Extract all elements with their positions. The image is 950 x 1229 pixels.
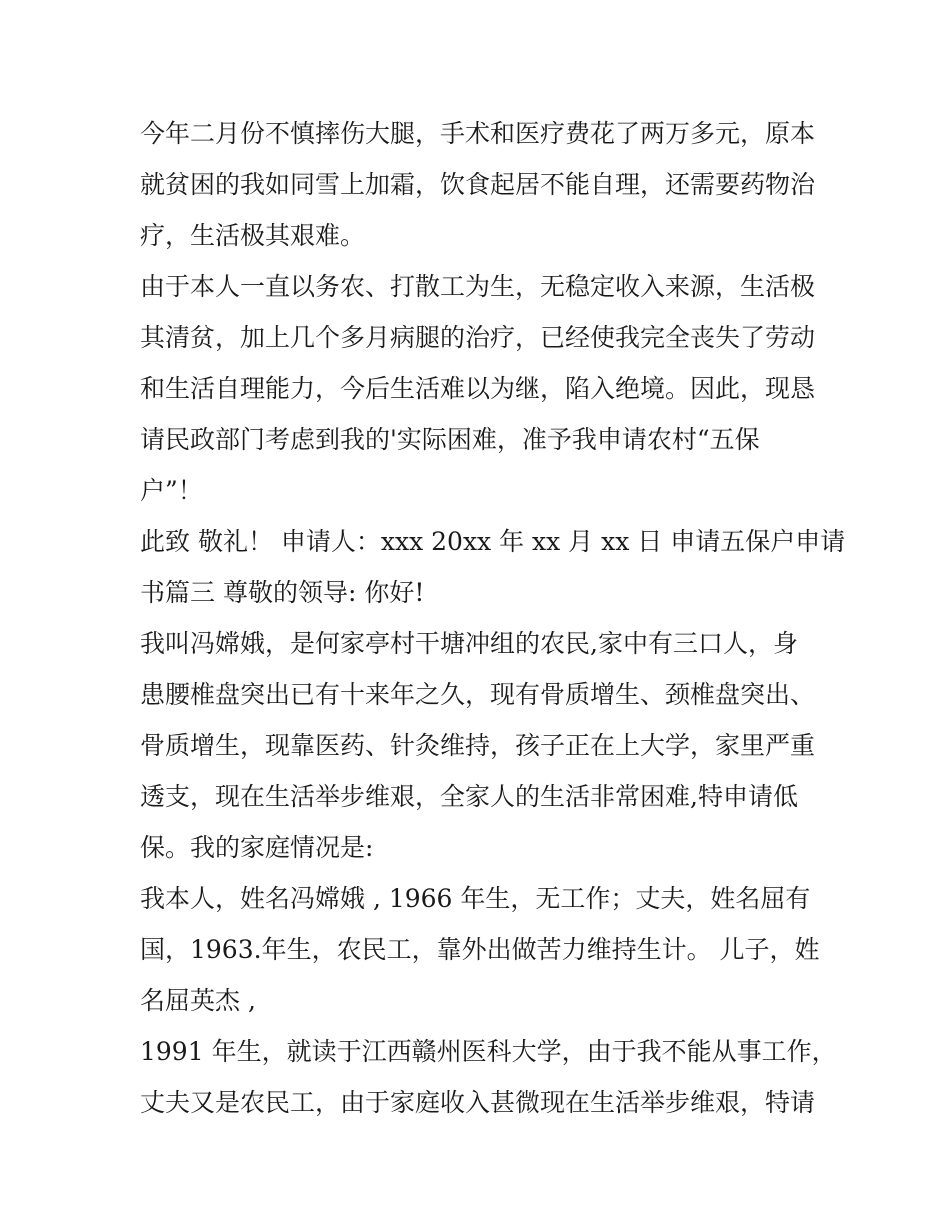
text-line: 就贫困的我如同雪上加霜，饮食起居不能自理，还需要药物治 [140,170,816,199]
text-line: 书篇三 尊敬的领导: 你好! [140,578,425,607]
text-line: 名屈英杰 , [140,986,256,1015]
text-line: 患腰椎盘突出已有十来年之久，现有骨质增生、颈椎盘突出、 [140,680,816,709]
document-body [140,108,846,1128]
text-line: 此致 敬礼！ 申请人：xxx 20xx 年 xx 月 xx 日 申请五保户申请 [140,527,846,556]
text-line: 我叫冯嫦娥，是何家亭村干塘冲组的农民,家中有三口人，身 [140,629,798,658]
text-line: 骨质增生，现靠医药、针灸维持，孩子正在上大学，家里严重 [140,731,816,760]
text-line: 透支，现在生活举步维艰，全家人的生活非常困难,特申请低 [140,782,798,811]
text-line: 其清贫，加上几个多月病腿的治疗，已经使我完全丧失了劳动 [140,323,816,352]
text-line: 国，1963.年生，农民工，靠外出做苦力维持生计。 儿子，姓 [140,935,820,964]
text-line: 丈夫又是农民工，由于家庭收入甚微现在生活举步维艰，特请 [140,1088,816,1117]
text-line: 请民政部门考虑到我的'实际困难，准予我申请农村“五保 [140,425,760,454]
text-line: 户”！ [140,476,203,505]
text-line: 由于本人一直以务农、打散工为生，无稳定收入来源，生活极 [140,272,816,301]
text-line: 1991 年生，就读于江西赣州医科大学，由于我不能从事工作， [140,1037,837,1066]
text-line: 和生活自理能力，今后生活难以为继，陷入绝境。因此，现恳 [140,374,816,403]
text-line: 疗，生活极其艰难。 [140,221,366,250]
text-line: 我本人，姓名冯嫦娥 , 1966 年生，无工作；丈夫，姓名屈有 [140,884,811,913]
text-line: 今年二月份不慎摔伤大腿，手术和医疗费花了两万多元，原本 [140,119,816,148]
text-line: 保。我的家庭情况是: [140,833,374,862]
